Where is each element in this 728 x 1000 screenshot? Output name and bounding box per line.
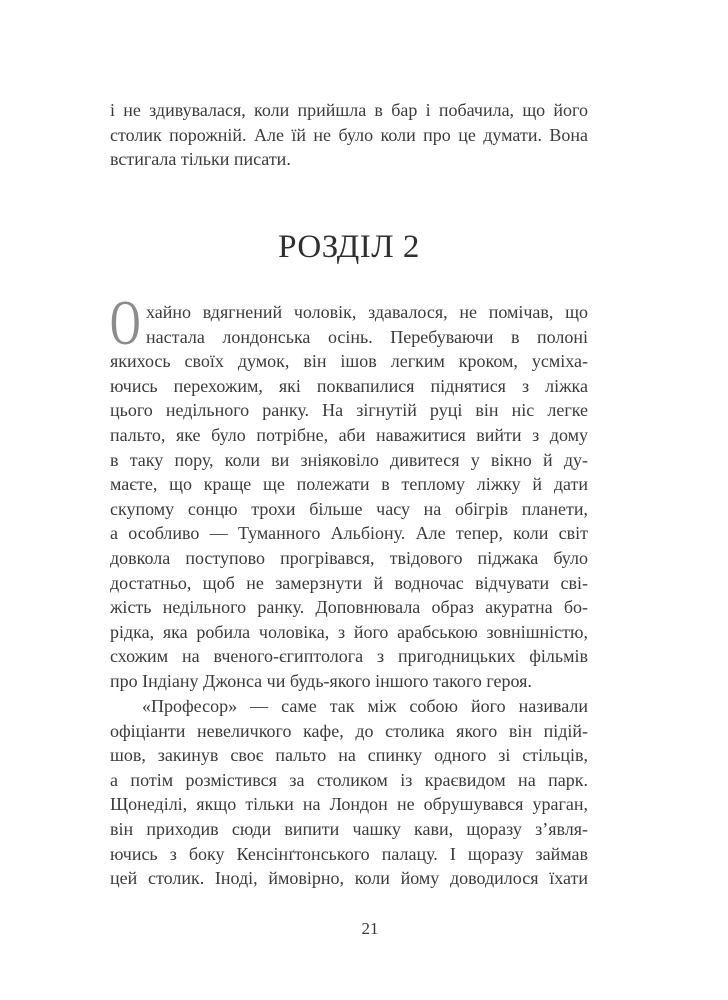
text-line: ючись перехожим, які поквапилися піднятися з ліжка — [110, 375, 588, 396]
text-line: а потім розмістився за столиком із краєвидом на парк. — [110, 769, 588, 790]
text-line: маєте, що краще ще полежати в теплому ліжку й дати — [110, 474, 588, 495]
text-line: «Професор» — саме так між собою його називали — [142, 696, 588, 716]
text-line: він приходив сюди випити чашку кави, щоразу з’явля- — [110, 818, 588, 839]
text-line: шов, закинув своє пальто на спинку одного зі стільців, — [110, 745, 588, 766]
paragraph-opening — [110, 287, 588, 694]
text-line: жість недільного ранку. Доповнювала образ акуратна бо- — [110, 597, 588, 618]
text-line: а особливо — Туманного Альбіону. Але тепер, коли світ — [110, 523, 588, 544]
text-line: пальто, яке було потрібне, аби наважитися вийти з дому — [110, 424, 588, 445]
text-line: про Індіану Джонса чи будь-якого іншого такого героя. — [110, 670, 532, 691]
paragraph-continuation — [110, 98, 588, 172]
text-line: Щонеділі, якщо тільки на Лондон не обрушувався ураган, — [110, 794, 588, 815]
drop-cap: О — [110, 287, 141, 358]
text-line: рідка, яка робила чоловіка, з його арабською зовнішністю, — [110, 621, 588, 642]
text-line: достатньо, щоб не замерзнути й водночас відчувати сві- — [110, 572, 588, 593]
text-line: довкола поступово прогрівався, твідового піджака було — [110, 547, 588, 568]
text-line: цього недільного ранку. На зігнутій руці він ніс легке — [110, 400, 588, 421]
paragraph-professor — [110, 694, 588, 891]
text-line: офіціанти невеличкого кафе, до столика якого він підій- — [110, 720, 588, 741]
text-line: в таку пору, коли ви зніяковіло дивитеся у вікно й ду- — [110, 449, 588, 470]
text-line: схожим на вченого-єгиптолога з пригодницьких фільмів — [110, 646, 588, 667]
text-line: якихось своїх думок, він ішов легким кроком, усміха- — [110, 351, 588, 372]
chapter-heading: РОЗДІЛ 2 — [278, 229, 420, 265]
text-line: столик порожній. Але їй не було коли про це думати. Вона — [110, 124, 588, 145]
text-line: встигала тільки писати. — [110, 149, 291, 170]
text-line: скупому сонцю трохи більше часу на обігрів планети, — [110, 498, 588, 519]
text-line: ючись з боку Кенсінґтонського палацу. І щоразу займав — [110, 843, 588, 864]
text-line: цей столик. Іноді, ймовірно, коли йому доводилося їхати — [110, 868, 588, 889]
text-line: настала лондонська осінь. Перебуваючи в полоні — [146, 326, 588, 347]
text-line: хайно вдягнений чоловік, здавалося, не помічав, що — [146, 302, 588, 322]
text-line: і не здивувалася, коли прийшла в бар і побачила, що його — [110, 100, 588, 120]
page-number: 21 — [361, 919, 379, 938]
